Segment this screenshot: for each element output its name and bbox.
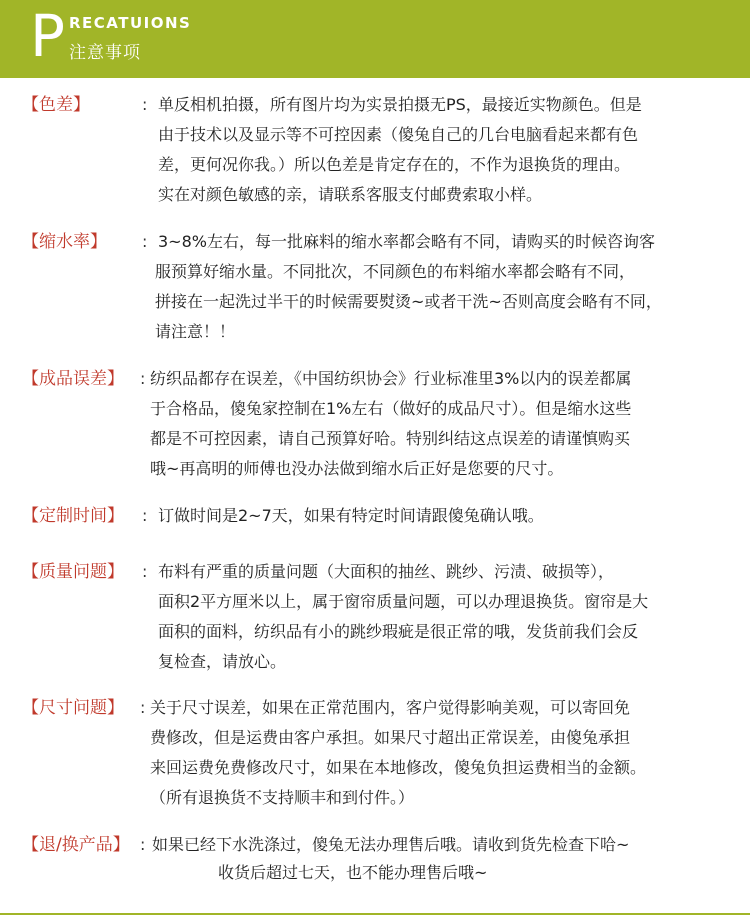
section-colon: :	[142, 232, 148, 251]
section-label: 【质量问题】	[22, 562, 124, 582]
section-line: 复检查，请放心。	[158, 652, 287, 671]
section-line: 单反相机拍摄，所有图片均为实景拍摄无PS，最接近实物颜色。但是	[158, 95, 642, 114]
section-line: 哦~再高明的师傅也没办法做到缩水后正好是您要的尺寸。	[150, 459, 564, 478]
section-colon: :	[140, 369, 146, 388]
section-line: 实在对颜色敏感的亲，请联系客服支付邮费索取小样。	[158, 185, 543, 204]
section-line: 布料有严重的质量问题（大面积的抽丝、跳纱、污渍、破损等），	[158, 562, 615, 581]
section-colon: :	[142, 562, 148, 581]
section-line: 服预算好缩水量。不同批次，不同颜色的布料缩水率都会略有不同，	[155, 262, 636, 281]
section-line: 于合格品，傻兔家控制在1%左右（做好的成品尺寸）。但是缩水这些	[150, 399, 632, 418]
section-line: 来回运费免费修改尺寸，如果在本地修改，傻兔负担运费相当的金额。	[150, 758, 647, 777]
header-banner	[0, 0, 750, 78]
section-label: 【退/换产品】	[22, 835, 130, 855]
section-line: 3~8%左右，每一批麻料的缩水率都会略有不同，请购买的时候咨询客	[158, 232, 655, 251]
section-label: 【定制时间】	[22, 506, 124, 526]
section-label: 【成品误差】	[22, 369, 124, 389]
section-colon: :	[140, 835, 146, 854]
section-line: 纺织品都存在误差，《中国纺织协会》行业标准里3%以内的误差都属	[150, 369, 632, 388]
section-colon: :	[142, 506, 148, 525]
section-label: 【尺寸问题】	[22, 698, 124, 718]
header-letter: P	[30, 2, 65, 70]
section-line: 面积2平方厘米以上，属于窗帘质量问题，可以办理退换货。窗帘是大	[158, 592, 649, 611]
section-line: 订做时间是2~7天，如果有特定时间请跟傻兔确认哦。	[158, 506, 544, 525]
section-colon: :	[140, 698, 146, 717]
section-line: 由于技术以及显示等不可控因素（傻兔自己的几台电脑看起来都有色	[158, 125, 639, 144]
section-line: 差，更何况你我。）所以色差是肯定存在的，不作为退换货的理由。	[158, 155, 631, 174]
section-label: 【缩水率】	[22, 232, 107, 252]
header-title-cn: 注意事项	[69, 43, 141, 63]
section-line: 如果已经下水洗涤过，傻兔无法办理售后哦。请收到货先检查下哈~	[152, 835, 630, 854]
section-line: 请注意！！	[155, 322, 236, 341]
section-line: 关于尺寸误差，如果在正常范围内，客户觉得影响美观，可以寄回免	[150, 698, 631, 717]
section-line: 面积的面料，纺织品有小的跳纱瑕疵是很正常的哦，发货前我们会反	[158, 622, 639, 641]
section-line: 拼接在一起洗过半干的时候需要熨烫~或者干洗~否则高度会略有不同，	[155, 292, 662, 311]
section-label: 【色差】	[22, 95, 90, 115]
section-line: 费修改，但是运费由客户承担。如果尺寸超出正常误差，由傻兔承担	[150, 728, 631, 747]
section-colon: :	[142, 95, 148, 114]
section-line: 收货后超过七天，也不能办理售后哦~	[218, 863, 488, 882]
section-line: 都是不可控因素，请自己预算好哈。特别纠结这点误差的请谨慎购买	[150, 429, 631, 448]
header-title-en: RECATUIONS	[69, 14, 192, 32]
section-line: （所有退换货不支持顺丰和到付件。）	[150, 788, 415, 807]
